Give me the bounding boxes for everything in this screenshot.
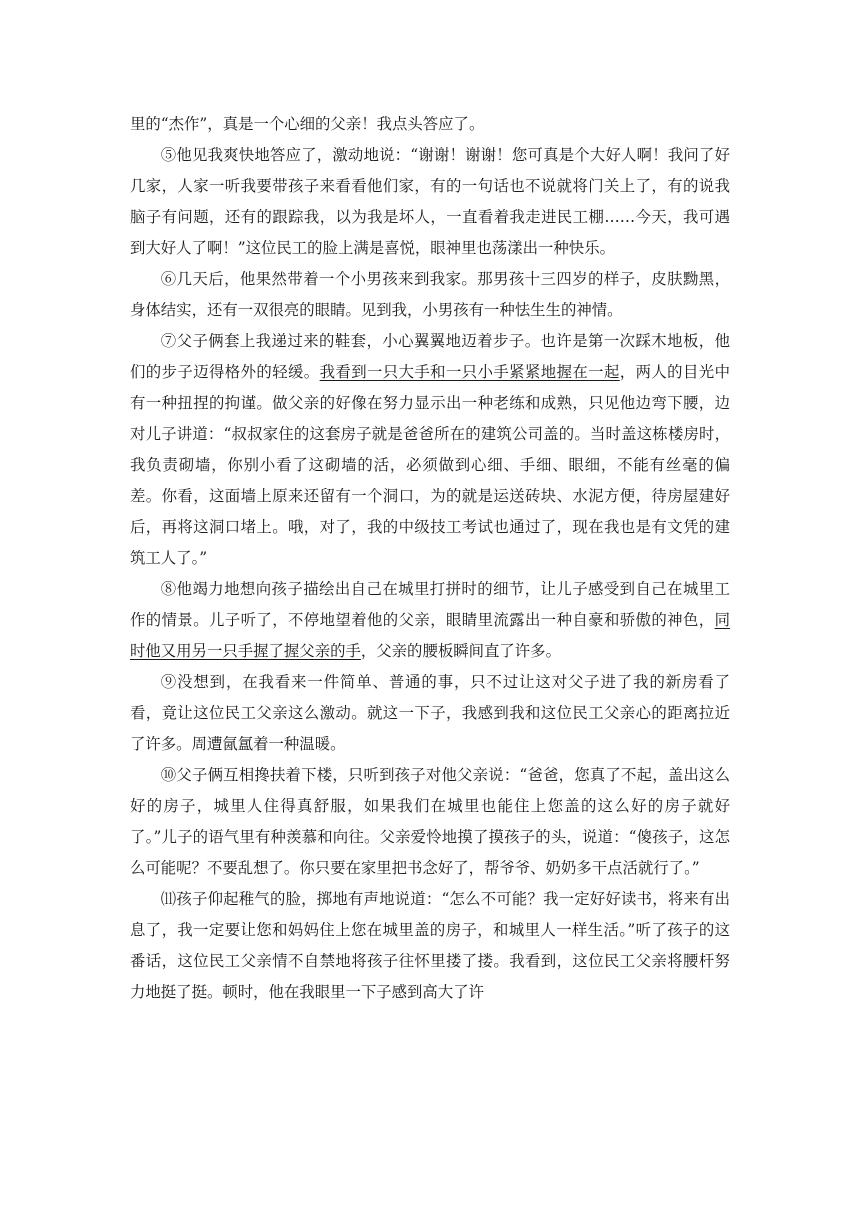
document-body bbox=[130, 109, 730, 1008]
paragraph-continuation bbox=[130, 109, 730, 140]
paragraph-8 bbox=[130, 574, 730, 667]
paragraph-5 bbox=[130, 140, 730, 264]
paragraph-text: ⑥几天后，他果然带着一个小男孩来到我家。那男孩十三四岁的样子，皮肤黝黑，身体结实，还有一双很亮的眼睛。见到我，小男孩有一种怯生生的神情。 bbox=[130, 270, 730, 319]
paragraph-text: ⑦父子俩套上我递过来的鞋套，小心翼翼地迈着步子。也许是第一次踩木地板，他们的步子迈得格外的轻缓。 bbox=[130, 332, 730, 381]
paragraph-text: 里的“杰作”，真是一个心细的父亲！我点头答应了。 bbox=[130, 115, 485, 133]
paragraph-10 bbox=[130, 760, 730, 884]
paragraph-7 bbox=[130, 326, 730, 574]
paragraph-text: ，父亲的腰板瞬间直了许多。 bbox=[360, 642, 561, 660]
paragraph-11 bbox=[130, 884, 730, 1008]
paragraph-text: ，两人的目光中有一种扭捏的拘谨。做父亲的好像在努力显示出一种老练和成熟，只见他边弯下腰，边对儿子讲道：“叔叔家住的这套房子就是爸爸所在的建筑公司盖的。当时盖这栋楼房时，我负责砌墙，你别小看了这砌墙的活，必须做到心细、手细、眼细，不能有丝毫的偏差。你看，这面墙上原来还留有一个洞口，为的就是运送砖块、水泥方便，待房屋建好后，再将这洞口堵上。哦，对了，我的中级技工考试也通过了，现在我也是有文凭的建筑工人了。” bbox=[130, 363, 730, 567]
underlined-sentence: 我看到一只大手和一只小手紧紧地握在一起 bbox=[319, 363, 620, 381]
paragraph-6 bbox=[130, 264, 730, 326]
paragraph-text: ⑩父子俩互相搀扶着下楼，只听到孩子对他父亲说：“爸爸，您真了不起，盖出这么好的房子，城里人住得真舒服，如果我们在城里也能住上您盖的这么好的房子就好了。”儿子的语气里有种羡慕和向往。父亲爱怜地摸了摸孩子的头，说道：“傻孩子，这怎么可能呢？不要乱想了。你只要在家里把书念好了，帮爷爷、奶奶多干点活就行了。” bbox=[130, 766, 730, 877]
paragraph-text: ⑧他竭力地想向孩子描绘出自己在城里打拼时的细节，让儿子感受到自己在城里工作的情景。儿子听了，不停地望着他的父亲，眼睛里流露出一种自豪和骄傲的神色， bbox=[130, 580, 730, 629]
paragraph-text: ⑾孩子仰起稚气的脸，掷地有声地说道：“怎么不可能？我一定好好读书，将来有出息了，我一定要让您和妈妈住上您在城里盖的房子，和城里人一样生活。”听了孩子的这番话，这位民工父亲情不自禁地将孩子往怀里搂了搂。我看到，这位民工父亲将腰杆努力地挺了挺。顿时，他在我眼里一下子感到高大了许 bbox=[130, 890, 730, 1001]
paragraph-text: ⑤他见我爽快地答应了，激动地说：“谢谢！谢谢！您可真是个大好人啊！我问了好几家，人家一听我要带孩子来看看他们家，有的一句话也不说就将门关上了，有的说我脑子有问题，还有的跟踪我，以为我是坏人，一直看着我走进民工棚……今天，我可遇到大好人了啊！”这位民工的脸上满是喜悦，眼神里也荡漾出一种快乐。 bbox=[130, 146, 730, 257]
underlined-sentence: 同时他又用另一只手握了握父亲的手 bbox=[130, 611, 730, 660]
paragraph-9 bbox=[130, 667, 730, 760]
paragraph-text: ⑨没想到，在我看来一件简单、普通的事，只不过让这对父子进了我的新房看了看，竟让这位民工父亲这么激动。就这一下子，我感到我和这位民工父亲心的距离拉近了许多。周遭氤氲着一种温暖。 bbox=[130, 673, 730, 753]
